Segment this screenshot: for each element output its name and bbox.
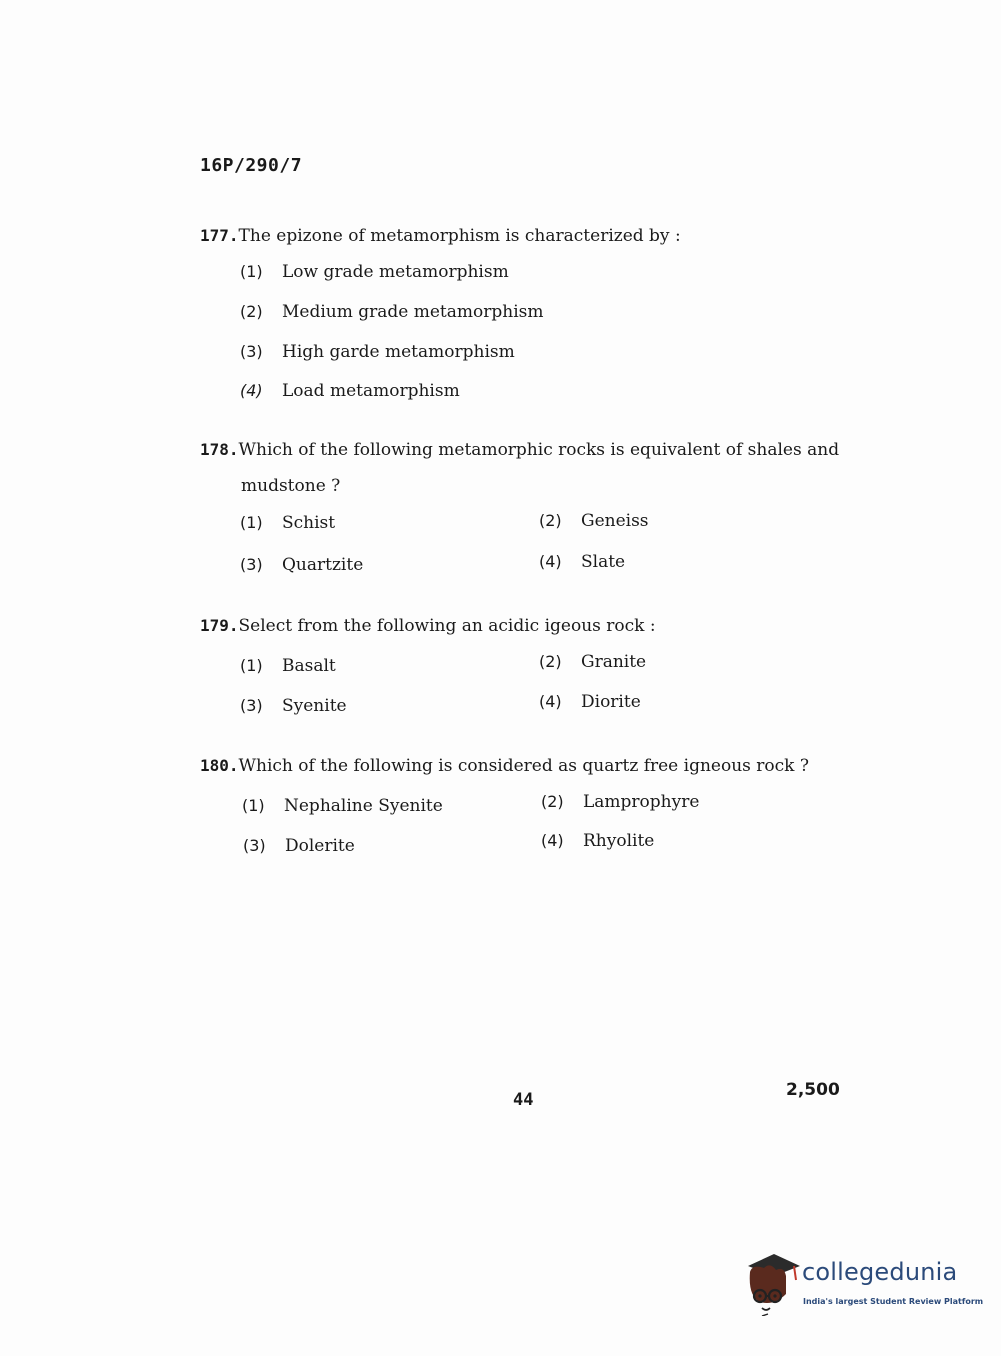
option-text: Nephaline Syenite bbox=[284, 796, 443, 816]
option-number: (3) bbox=[243, 836, 266, 855]
option-179-4 bbox=[539, 692, 641, 712]
option-number: (1) bbox=[240, 262, 263, 281]
option-text: Quartzite bbox=[282, 555, 364, 575]
question-number: 178. bbox=[200, 440, 239, 459]
option-number: (2) bbox=[539, 652, 562, 671]
option-number: (2) bbox=[539, 511, 562, 530]
option-178-3 bbox=[240, 555, 363, 575]
mascot-icon bbox=[742, 1250, 802, 1316]
option-number: (4) bbox=[539, 692, 562, 711]
option-number: (4) bbox=[240, 381, 263, 400]
option-number: (2) bbox=[541, 792, 564, 811]
question-text-continued: mudstone ? bbox=[241, 476, 341, 496]
option-text: Diorite bbox=[581, 692, 641, 712]
option-179-1 bbox=[240, 656, 336, 676]
option-178-4 bbox=[539, 552, 625, 572]
option-number: (4) bbox=[539, 552, 562, 571]
question-179 bbox=[200, 608, 840, 644]
option-180-1 bbox=[242, 796, 443, 816]
copy-count: 2,500 bbox=[786, 1080, 840, 1100]
option-number: (1) bbox=[242, 796, 265, 815]
option-text: Basalt bbox=[282, 656, 336, 676]
option-180-2 bbox=[541, 792, 699, 812]
option-178-1 bbox=[240, 513, 335, 533]
option-180-4 bbox=[541, 831, 654, 851]
option-text: Lamprophyre bbox=[583, 792, 700, 812]
question-number: 177. bbox=[200, 226, 239, 245]
option-text: Medium grade metamorphism bbox=[282, 302, 544, 322]
option-text: Schist bbox=[282, 513, 336, 533]
option-number: (3) bbox=[240, 555, 263, 574]
option-number: (3) bbox=[240, 342, 263, 361]
option-text: Syenite bbox=[282, 696, 347, 716]
option-177-3 bbox=[240, 342, 515, 362]
option-180-3 bbox=[243, 836, 355, 856]
question-text: Select from the following an acidic igeous rock : bbox=[238, 616, 656, 636]
question-number: 180. bbox=[200, 756, 239, 775]
option-text: Granite bbox=[581, 652, 647, 672]
page-number: 44 bbox=[513, 1090, 534, 1110]
question-178 bbox=[200, 432, 840, 504]
option-text: Slate bbox=[581, 552, 626, 572]
option-177-4 bbox=[240, 381, 460, 401]
logo-name: collegedunia bbox=[802, 1258, 958, 1286]
collegedunia-logo bbox=[742, 1250, 984, 1316]
option-178-2 bbox=[539, 511, 649, 531]
option-text: Load metamorphism bbox=[282, 381, 460, 401]
option-text: Dolerite bbox=[285, 836, 355, 856]
question-text: Which of the following metamorphic rocks is equivalent of shales and bbox=[238, 440, 840, 460]
option-177-2 bbox=[240, 302, 544, 322]
option-number: (4) bbox=[541, 831, 564, 850]
option-number: (1) bbox=[240, 513, 263, 532]
option-text: Geneiss bbox=[581, 511, 649, 531]
question-number: 179. bbox=[200, 616, 239, 635]
option-179-2 bbox=[539, 652, 646, 672]
paper-code: 16P/290/7 bbox=[200, 155, 303, 176]
option-text: High garde metamorphism bbox=[282, 342, 515, 362]
logo-tagline: India's largest Student Review Platform bbox=[803, 1297, 984, 1306]
option-177-1 bbox=[240, 262, 509, 282]
option-number: (2) bbox=[240, 302, 263, 321]
question-177 bbox=[200, 218, 840, 254]
option-number: (3) bbox=[240, 696, 263, 715]
question-180 bbox=[200, 748, 840, 784]
question-text: The epizone of metamorphism is characterized by : bbox=[238, 226, 681, 246]
option-text: Rhyolite bbox=[583, 831, 655, 851]
option-number: (1) bbox=[240, 656, 263, 675]
question-text: Which of the following is considered as quartz free igneous rock ? bbox=[238, 756, 809, 776]
option-text: Low grade metamorphism bbox=[282, 262, 509, 282]
option-179-3 bbox=[240, 696, 347, 716]
